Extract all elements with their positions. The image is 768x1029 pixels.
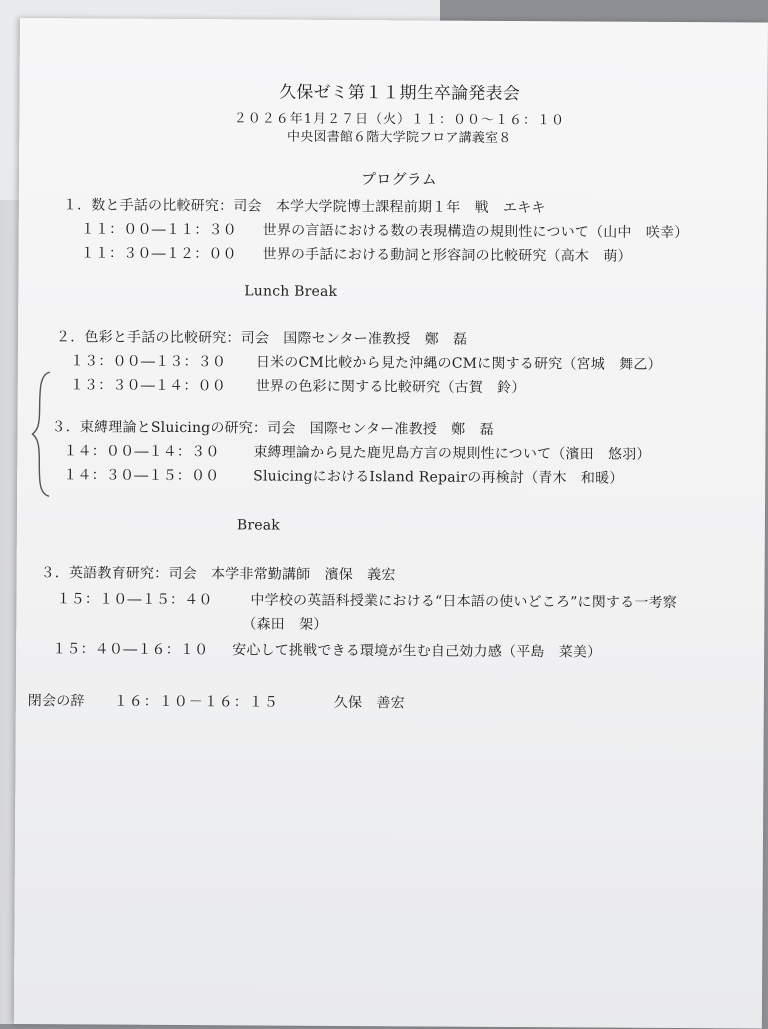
event-date: ２０２６年1月２７日（火）１１：００～１６：１０ xyxy=(233,111,566,129)
handwritten-brace xyxy=(31,370,52,498)
lunch-break-label: Lunch Break xyxy=(244,283,338,300)
session-1-talk-2-title: 世界の手話における動詞と形容詞の比較研究（高木 萌） xyxy=(262,246,632,265)
session-4-talk-1-time: １５：１０―１５：４０ xyxy=(56,591,213,609)
program-heading: プログラム xyxy=(361,170,437,189)
session-3-talk-1-title: 束縛理論から見た鹿児島方言の規則性について（濱田 悠羽） xyxy=(253,444,651,463)
session-4-talk-1-presenter: （森田 架） xyxy=(242,616,328,633)
closing-time: １６：１０－１６：１５ xyxy=(113,693,279,711)
session-1-heading: １．数と手話の比較研究：司会 本学大学院博士課程前期１年 戦 エキキ xyxy=(62,197,546,217)
session-2-talk-2-time: １３：３０―１４：００ xyxy=(69,377,227,395)
session-2-talk-2-title: 世界の色彩に関する比較研究（古賀 鈴） xyxy=(255,378,526,397)
session-4-talk-2-title: 安心して挑戦できる環境が生む自己効力感（平島 菜美） xyxy=(232,642,602,661)
session-1-talk-1-time: １１：００―１１：３０ xyxy=(80,221,237,239)
session-3-talk-1-time: １４：００―１４：３０ xyxy=(63,443,220,461)
event-venue: 中央図書館６階大学院フロア講義室８ xyxy=(287,129,512,147)
session-2-heading: ２．色彩と手話の比較研究：司会 国際センター准教授 鄭 磊 xyxy=(56,329,468,348)
event-title: 久保ゼミ第１１期生卒論発表会 xyxy=(279,82,521,105)
session-1-talk-1-title: 世界の言語における数の表現構造の規則性について（山中 咲幸） xyxy=(262,222,689,242)
session-1-talk-2-time: １１：３０―１２：００ xyxy=(80,245,237,263)
session-3-talk-2-title: SluicingにおけるIsland Repairの再検討（青木 和暖） xyxy=(253,468,624,487)
session-3-heading: ３．束縛理論とSluicingの研究：司会 国際センター准教授 鄭 磊 xyxy=(51,419,494,438)
session-4-talk-2-time: １５：４０―１６：１０ xyxy=(52,641,209,659)
closing-speaker: 久保 善宏 xyxy=(333,694,405,712)
program-sheet xyxy=(14,18,768,1029)
session-4-talk-1-title: 中学校の英語科授業における“日本語の使いどころ”に関する一考察 xyxy=(250,592,678,612)
session-2-talk-1-time: １３：００―１３：３０ xyxy=(69,353,227,371)
session-3-talk-2-time: １４：３０―１５：００ xyxy=(63,467,220,485)
break-label: Break xyxy=(236,517,281,534)
closing-label: 閉会の辞 xyxy=(27,693,85,710)
session-2-talk-1-title: 日米のCM比較から見た沖縄のCMに関する研究（宮城 舞乙） xyxy=(255,354,662,373)
session-4-heading: ３．英語教育研究：司会 本学非常勤講師 濱保 義宏 xyxy=(40,565,396,584)
